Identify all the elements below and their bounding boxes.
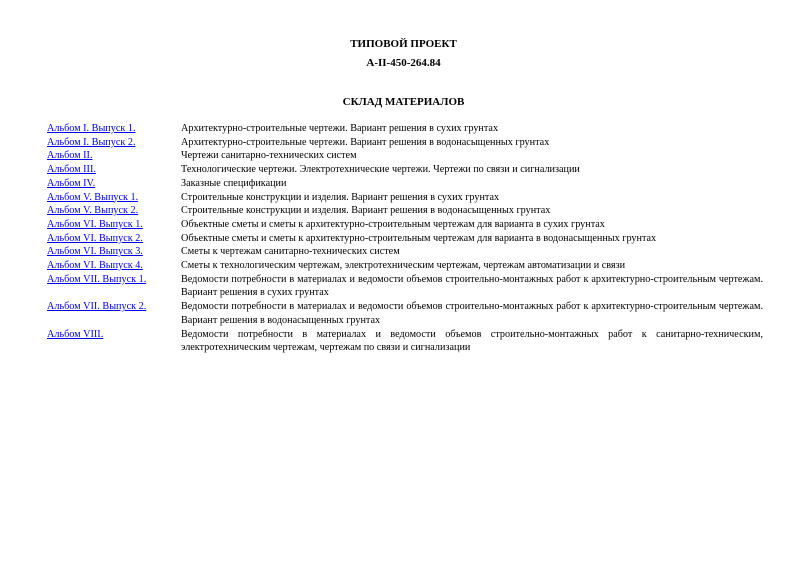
album-link[interactable]: Альбом VII. Выпуск 1. xyxy=(47,273,147,285)
album-description: Ведомости потребности в материалах и ведомости объемов строительно-монтажных работ к архитектурно-строительным чертежам. Вариант решения в сухих грунтах xyxy=(181,273,763,299)
list-item xyxy=(47,232,763,246)
album-description: Заказные спецификации xyxy=(181,177,287,189)
list-item xyxy=(47,218,763,232)
album-description: Сметы к чертежам санитарно-технических систем xyxy=(181,246,400,258)
album-description: Архитектурно-строительные чертежи. Вариант решения в сухих грунтах xyxy=(181,123,499,134)
album-link[interactable]: Альбом IV. xyxy=(47,177,96,189)
album-description: Строительные конструкции и изделия. Вариант решения в водонасыщенных грунтах xyxy=(181,205,551,217)
list-item xyxy=(47,122,763,136)
album-description: Чертежи санитарно-технических систем xyxy=(181,150,357,162)
album-link[interactable]: Альбом VII. Выпуск 2. xyxy=(47,301,147,313)
album-link[interactable]: Альбом I. Выпуск 2. xyxy=(47,136,136,148)
album-description: Строительные конструкции и изделия. Вариант решения в сухих грунтах xyxy=(181,191,500,203)
album-link[interactable]: Альбом I. Выпуск 1. xyxy=(47,123,136,134)
album-description: Объектные сметы и сметы к архитектурно-строительным чертежам для варианта в водонасыщенных грунтах xyxy=(181,232,657,244)
list-item xyxy=(47,149,763,163)
album-link[interactable]: Альбом VI. Выпуск 3. xyxy=(47,246,143,258)
album-link[interactable]: Альбом VIII. xyxy=(47,328,104,340)
album-description: Ведомости потребности в материалах и ведомости объемов строительно-монтажных работ к санитарно-техническим, электротехническим чертежам, чертежам по связи и сигнализации xyxy=(181,328,763,354)
album-list xyxy=(47,122,763,355)
list-item xyxy=(47,259,763,273)
list-item xyxy=(47,204,763,218)
album-link[interactable]: Альбом II. xyxy=(47,150,93,162)
album-link[interactable]: Альбом VI. Выпуск 2. xyxy=(47,232,143,244)
list-item xyxy=(47,273,763,300)
list-item xyxy=(47,300,763,327)
list-item xyxy=(47,191,763,205)
album-link[interactable]: Альбом VI. Выпуск 1. xyxy=(47,218,143,230)
list-item xyxy=(47,245,763,259)
list-item xyxy=(47,136,763,150)
project-code: А-II-450-264.84 xyxy=(366,57,441,69)
album-description: Объектные сметы и сметы к архитектурно-строительным чертежам для варианта в сухих грунтах xyxy=(181,218,605,230)
album-description: Технологические чертежи. Электротехнические чертежи. Чертежи по связи и сигнализации xyxy=(181,164,580,176)
album-link[interactable]: Альбом VI. Выпуск 4. xyxy=(47,260,143,272)
album-link[interactable]: Альбом V. Выпуск 1. xyxy=(47,191,139,203)
document-title: ТИПОВОЙ ПРОЕКТ xyxy=(350,38,457,50)
album-link[interactable]: Альбом V. Выпуск 2. xyxy=(47,205,139,217)
album-description: Сметы к технологическим чертежам, электротехническим чертежам, чертежам автоматизации и связи xyxy=(181,260,626,272)
list-item xyxy=(47,328,763,355)
album-description: Ведомости потребности в материалах и ведомости объемов строительно-монтажных работ к архитектурно-строительным чертежам. Вариант решения в водонасыщенных грунтах xyxy=(181,301,763,326)
list-item xyxy=(47,177,763,191)
list-item xyxy=(47,163,763,177)
album-description: Архитектурно-строительные чертежи. Вариант решения в водонасыщенных грунтах xyxy=(181,136,550,148)
album-link[interactable]: Альбом III. xyxy=(47,164,96,176)
section-heading: СКЛАД МАТЕРИАЛОВ xyxy=(342,96,465,108)
